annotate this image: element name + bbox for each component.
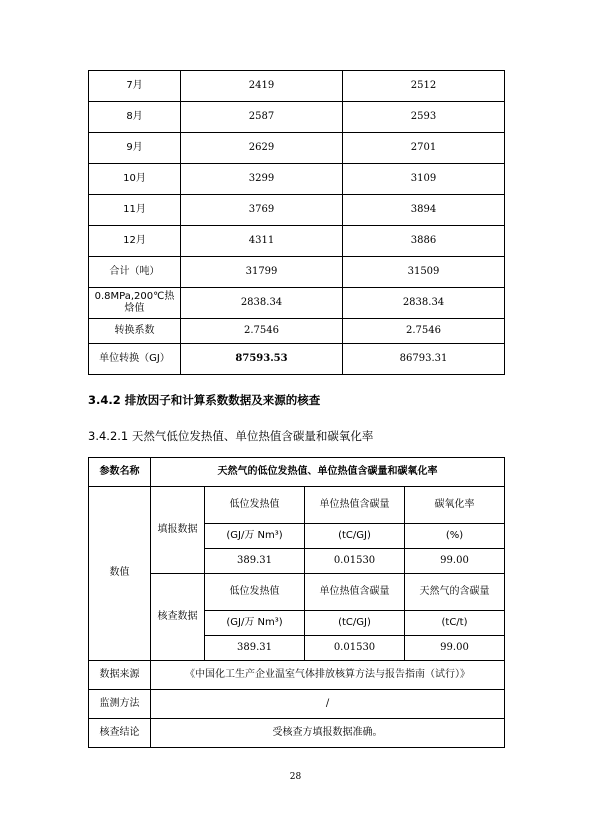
subsection-heading: 3.4.2.1 天然气低位发热值、单位热值含碳量和碳氧化率 bbox=[88, 429, 374, 443]
row-value-a: 2419 bbox=[181, 71, 343, 102]
heat-value-row bbox=[89, 288, 505, 319]
table-row bbox=[89, 71, 505, 102]
verified-col1-value: 389.31 bbox=[205, 636, 305, 661]
row-label: 8月 bbox=[89, 102, 181, 133]
filled-col1-unit: (GJ/万 Nm³) bbox=[205, 524, 305, 549]
row-value-a: 31799 bbox=[181, 257, 343, 288]
monitor-label: 监测方法 bbox=[89, 690, 151, 719]
conclusion-row bbox=[89, 719, 505, 748]
row-value-a: 4311 bbox=[181, 226, 343, 257]
row-label: 7月 bbox=[89, 71, 181, 102]
header-label: 参数名称 bbox=[89, 458, 151, 487]
row-value-b: 86793.31 bbox=[343, 344, 505, 375]
filled-col3-name: 碳氧化率 bbox=[405, 487, 505, 524]
row-value-b: 2593 bbox=[343, 102, 505, 133]
verified-col2-name: 单位热值含碳量 bbox=[305, 574, 405, 611]
row-label: 0.8MPa,200℃热焓值 bbox=[89, 288, 181, 319]
header-row bbox=[89, 458, 505, 487]
filled-col3-value: 99.00 bbox=[405, 549, 505, 574]
row-label: 单位转换（GJ） bbox=[89, 344, 181, 375]
row-value-b: 2512 bbox=[343, 71, 505, 102]
row-label: 10月 bbox=[89, 164, 181, 195]
source-value: 《中国化工生产企业温室气体排放核算方法与报告指南（试行）》 bbox=[151, 661, 505, 690]
total-row bbox=[89, 257, 505, 288]
filled-col2-unit: (tC/GJ) bbox=[305, 524, 405, 549]
filled-name-row bbox=[89, 487, 505, 524]
verified-col2-value: 0.01530 bbox=[305, 636, 405, 661]
row-label: 9月 bbox=[89, 133, 181, 164]
table-row bbox=[89, 195, 505, 226]
verified-col1-unit: (GJ/万 Nm³) bbox=[205, 611, 305, 636]
conclusion-value: 受核查方填报数据准确。 bbox=[151, 719, 505, 748]
parameter-table bbox=[88, 457, 505, 748]
conclusion-label: 核查结论 bbox=[89, 719, 151, 748]
table-row bbox=[89, 226, 505, 257]
row-label: 转换系数 bbox=[89, 319, 181, 344]
row-value-b: 3109 bbox=[343, 164, 505, 195]
filled-col1-name: 低位发热值 bbox=[205, 487, 305, 524]
table-row bbox=[89, 133, 505, 164]
verified-col1-name: 低位发热值 bbox=[205, 574, 305, 611]
section-heading: 3.4.2 排放因子和计算系数数据及来源的核查 bbox=[88, 393, 321, 407]
page-number: 28 bbox=[289, 772, 302, 782]
row-value-b: 31509 bbox=[343, 257, 505, 288]
row-label: 合计（吨） bbox=[89, 257, 181, 288]
verified-col3-value: 99.00 bbox=[405, 636, 505, 661]
table-row bbox=[89, 102, 505, 133]
row-value-a: 2629 bbox=[181, 133, 343, 164]
row-value-a: 3299 bbox=[181, 164, 343, 195]
filled-col3-unit: (%) bbox=[405, 524, 505, 549]
row-value-a: 2587 bbox=[181, 102, 343, 133]
row-value-a: 3769 bbox=[181, 195, 343, 226]
verified-col3-unit: (tC/t) bbox=[405, 611, 505, 636]
verified-data-label: 核查数据 bbox=[151, 574, 205, 661]
filled-col1-value: 389.31 bbox=[205, 549, 305, 574]
row-value-b: 3894 bbox=[343, 195, 505, 226]
row-value-b: 2.7546 bbox=[343, 319, 505, 344]
filled-data-label: 填报数据 bbox=[151, 487, 205, 574]
verified-col2-unit: (tC/GJ) bbox=[305, 611, 405, 636]
header-title: 天然气的低位发热值、单位热值含碳量和碳氧化率 bbox=[151, 458, 505, 487]
row-value-b: 2701 bbox=[343, 133, 505, 164]
row-value-a: 87593.53 bbox=[181, 344, 343, 375]
source-row bbox=[89, 661, 505, 690]
row-label: 11月 bbox=[89, 195, 181, 226]
row-value-a: 2.7546 bbox=[181, 319, 343, 344]
conversion-row bbox=[89, 319, 505, 344]
filled-col2-name: 单位热值含碳量 bbox=[305, 487, 405, 524]
row-value-b: 3886 bbox=[343, 226, 505, 257]
value-label: 数值 bbox=[89, 487, 151, 661]
verified-name-row bbox=[89, 574, 505, 611]
row-value-a: 2838.34 bbox=[181, 288, 343, 319]
monitor-value: / bbox=[151, 690, 505, 719]
monthly-data-table bbox=[88, 70, 505, 375]
row-label: 12月 bbox=[89, 226, 181, 257]
source-label: 数据来源 bbox=[89, 661, 151, 690]
table-row bbox=[89, 164, 505, 195]
verified-col3-name: 天然气的含碳量 bbox=[405, 574, 505, 611]
unit-conversion-row bbox=[89, 344, 505, 375]
filled-col2-value: 0.01530 bbox=[305, 549, 405, 574]
row-value-b: 2838.34 bbox=[343, 288, 505, 319]
monitor-row bbox=[89, 690, 505, 719]
